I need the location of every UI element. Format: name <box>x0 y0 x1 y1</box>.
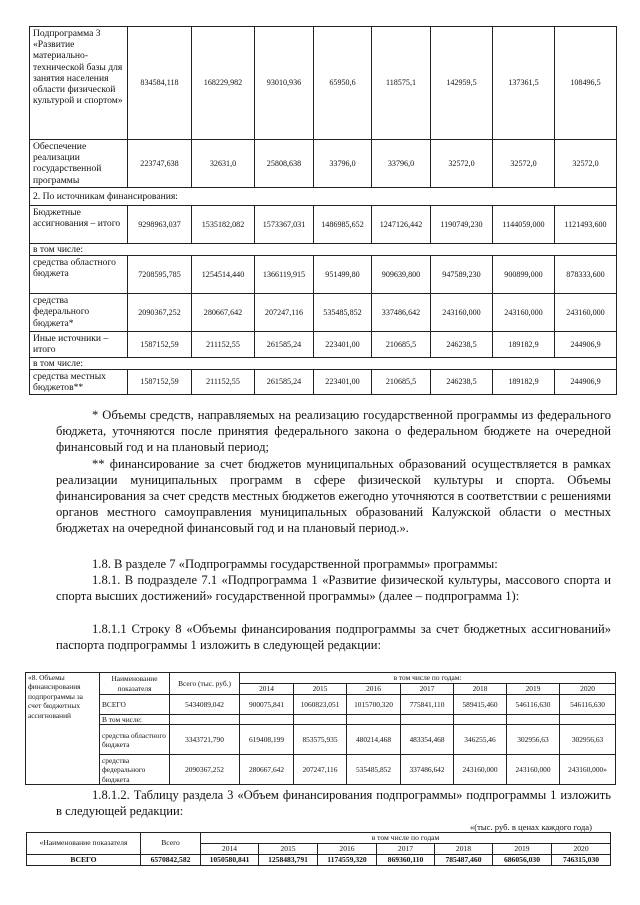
cell-value: 1254514,440 <box>192 256 255 294</box>
cell-value: 535485,852 <box>347 755 401 785</box>
table-row <box>30 369 617 394</box>
year-header: 2015 <box>294 684 347 695</box>
row-label: Обеспечение реализации государственной программы <box>30 140 128 188</box>
cell-value: 1174559,320 <box>318 854 377 865</box>
cell-value: 337486,642 <box>372 294 431 332</box>
row-label: средства областного бюджета <box>30 256 128 294</box>
cell-value: 243160,000 <box>507 755 560 785</box>
unit-note: «(тыс. руб. в ценах каждого года) <box>470 822 592 832</box>
year-header: 2015 <box>259 843 318 854</box>
cell-value: 869360,110 <box>377 854 435 865</box>
cell-value: 243160,000 <box>454 755 507 785</box>
table-row <box>30 140 617 188</box>
section-1-8-1-1: 1.8.1.1 Строку 8 «Объемы финансирования подпрограммы за счет бюджетных ассигнований» паспорта подпрограммы 1 изложить в следующей редакции: <box>56 622 611 652</box>
cell-value: 1366119,915 <box>255 256 314 294</box>
cell-value: 589415,460 <box>454 695 507 715</box>
cell-value: 210685,5 <box>372 369 431 394</box>
cell-value: 619408,199 <box>240 725 294 755</box>
cell-value: 280667,642 <box>192 294 255 332</box>
cell-value: 947589,230 <box>431 256 493 294</box>
row-label: в том числе: <box>30 244 617 256</box>
row-label: средства федерального бюджета* <box>30 294 128 332</box>
year-header: 2020 <box>552 843 611 854</box>
cell-value: 1121493,600 <box>555 206 617 244</box>
year-header: 2018 <box>435 843 493 854</box>
cell-value: 909639,800 <box>372 256 431 294</box>
cell-value: 137361,5 <box>493 27 555 140</box>
cell-value: 118575,1 <box>372 27 431 140</box>
cell-value: 210685,5 <box>372 332 431 357</box>
cell-value: 1535182,082 <box>192 206 255 244</box>
cell-value: 244906,9 <box>555 332 617 357</box>
cell-value: 1587152,59 <box>128 369 192 394</box>
cell-value: 168229,982 <box>192 27 255 140</box>
cell-value: 189182,9 <box>493 369 555 394</box>
year-header: 2016 <box>347 684 401 695</box>
cell-value: 243160,000» <box>560 755 616 785</box>
cell-value: 261585,24 <box>255 369 314 394</box>
cell-value: 246238,5 <box>431 332 493 357</box>
cell-value: 243160,000 <box>493 294 555 332</box>
cell-value: 1486985,652 <box>314 206 372 244</box>
cell-value: 302956,63 <box>507 725 560 755</box>
total-label: ВСЕГО <box>100 695 170 715</box>
table-row <box>30 244 617 256</box>
financing-table <box>29 26 617 395</box>
cell-value: 243160,000 <box>555 294 617 332</box>
cell-value: 32572,0 <box>493 140 555 188</box>
cell-value: 223401,00 <box>314 332 372 357</box>
section-1-8-1-2: 1.8.1.2. Таблицу раздела 3 «Объем финансирования подпрограммы» подпрограммы 1 изложить в следующей редакции: <box>56 788 611 818</box>
cell-value: 2090367,252 <box>128 294 192 332</box>
cell-value: 1144059,000 <box>493 206 555 244</box>
cell-value: 878333,600 <box>555 256 617 294</box>
federal-label: средства федерального бюджета <box>100 755 170 785</box>
cell-value: 9298963,037 <box>128 206 192 244</box>
cell-value: 834584,118 <box>128 27 192 140</box>
cell-value: 337486,642 <box>401 755 454 785</box>
cell-value: 900075,841 <box>240 695 294 715</box>
footnote-federal: * Объемы средств, направляемых на реализацию государственной программы из федерального бюджета, уточняются после принятия федерального закона о федеральном бюджете на очередной финансовый год и на плановый период; <box>56 408 611 454</box>
year-header: 2018 <box>454 684 507 695</box>
cell-value: 223747,638 <box>128 140 192 188</box>
cell-value: 1573367,031 <box>255 206 314 244</box>
table-row <box>30 357 617 369</box>
cell-value: 900899,000 <box>493 256 555 294</box>
year-header: 2020 <box>560 684 616 695</box>
cell-value: 93010,936 <box>255 27 314 140</box>
year-header: 2014 <box>240 684 294 695</box>
section-1-8: 1.8. В разделе 7 «Подпрограммы государственной программы» программы: <box>92 557 498 571</box>
cell-value: 7208595,785 <box>128 256 192 294</box>
passport-row-8-table <box>25 672 616 785</box>
cell-value: 280667,642 <box>240 755 294 785</box>
cell-value: 746315,030 <box>552 854 611 865</box>
cell-value: 211152,55 <box>192 369 255 394</box>
year-header: 2017 <box>377 843 435 854</box>
cell-value: 32631,0 <box>192 140 255 188</box>
cell-value: 246238,5 <box>431 369 493 394</box>
cell-value: 480214,468 <box>347 725 401 755</box>
year-header: 2019 <box>507 684 560 695</box>
cell-value: 546116,630 <box>560 695 616 715</box>
cell-value: 1050580,841 <box>201 854 259 865</box>
table-row <box>30 206 617 244</box>
cell-value: 25808,638 <box>255 140 314 188</box>
cell-value: 65950,6 <box>314 27 372 140</box>
cell-value: 207247,116 <box>294 755 347 785</box>
cell-value: 33796,0 <box>314 140 372 188</box>
cell-value: 853575,935 <box>294 725 347 755</box>
row-label: 2. По источникам финансирования: <box>30 188 617 206</box>
year-header: 2014 <box>201 843 259 854</box>
total-label: ВСЕГО <box>27 854 141 865</box>
col-name-header: «Наименование показателя <box>27 833 141 855</box>
table-row <box>30 27 617 140</box>
subprogram-financing-table <box>26 832 611 866</box>
cell-value: 189182,9 <box>493 332 555 357</box>
col-years-header: в том числе по годам: <box>240 673 616 684</box>
incl-label: В том числе: <box>100 715 170 725</box>
cell-value: 346255,46 <box>454 725 507 755</box>
cell-value: 775841,110 <box>401 695 454 715</box>
cell-value: 951499,80 <box>314 256 372 294</box>
cell-value: 1247126,442 <box>372 206 431 244</box>
cell-value: 686056,030 <box>493 854 552 865</box>
cell-value: 785487,460 <box>435 854 493 865</box>
cell-value: 244906,9 <box>555 369 617 394</box>
cell-value: 1190749,230 <box>431 206 493 244</box>
row-8-label: «8. Объемы финансирования подпрограммы за счет бюджетных ассигнований <box>26 673 100 785</box>
cell-value: 1015700,320 <box>347 695 401 715</box>
cell-value: 142959,5 <box>431 27 493 140</box>
cell-value: 546116,630 <box>507 695 560 715</box>
row-label: средства местных бюджетов** <box>30 369 128 394</box>
row-label: Подпрограмма 3 «Развитие материально-технической базы для занятия населения области физической культурой и спортом» <box>30 27 128 140</box>
col-total-header: Всего (тыс. руб.) <box>170 673 240 695</box>
cell-value: 302956,63 <box>560 725 616 755</box>
cell-value: 32572,0 <box>555 140 617 188</box>
cell-value: 535485,852 <box>314 294 372 332</box>
cell-value: 207247,116 <box>255 294 314 332</box>
cell-value: 6570842,582 <box>141 854 201 865</box>
regional-label: средства областного бюджета <box>100 725 170 755</box>
cell-value: 33796,0 <box>372 140 431 188</box>
col-years-header: в том числе по годам <box>201 833 611 844</box>
cell-value: 32572,0 <box>431 140 493 188</box>
table-row <box>30 256 617 294</box>
year-header: 2017 <box>401 684 454 695</box>
cell-value: 3343721,790 <box>170 725 240 755</box>
table-row <box>30 294 617 332</box>
cell-value: 211152,55 <box>192 332 255 357</box>
cell-value: 261585,24 <box>255 332 314 357</box>
table-row <box>30 188 617 206</box>
cell-value: 1060823,051 <box>294 695 347 715</box>
cell-value: 2090367,252 <box>170 755 240 785</box>
cell-value: 243160,000 <box>431 294 493 332</box>
cell-value: 1587152,59 <box>128 332 192 357</box>
row-label: в том числе: <box>30 357 617 369</box>
cell-value: 5434089,042 <box>170 695 240 715</box>
row-label: Иные источники – итого <box>30 332 128 357</box>
cell-value: 1258483,791 <box>259 854 318 865</box>
year-header: 2016 <box>318 843 377 854</box>
row-label: Бюджетные ассигнования – итого <box>30 206 128 244</box>
cell-value: 223401,00 <box>314 369 372 394</box>
col-total-header: Всего <box>141 833 201 855</box>
footnote-municipal: ** финансирование за счет бюджетов муниципальных образований осуществляется в рамках реализации муниципальных программ в сфере физической культуры и спорта. Объемы финансирования за счет средств местных бюджетов ежегодно уточняются в соответствии с решениями органов местного самоуправления муниципальных образований Калужской области о местных бюджетах на очередной финансовый год и на плановый период.». <box>56 457 611 535</box>
cell-value: 483354,468 <box>401 725 454 755</box>
cell-value: 108496,5 <box>555 27 617 140</box>
table-row <box>30 332 617 357</box>
year-header: 2019 <box>493 843 552 854</box>
col-name-header: Наименование показателя <box>100 673 170 695</box>
section-1-8-1: 1.8.1. В подразделе 7.1 «Подпрограмма 1 «Развитие физической культуры, массового спорта и спорта высших достижений» государственной программы» (далее – подпрограмма 1): <box>56 573 611 603</box>
